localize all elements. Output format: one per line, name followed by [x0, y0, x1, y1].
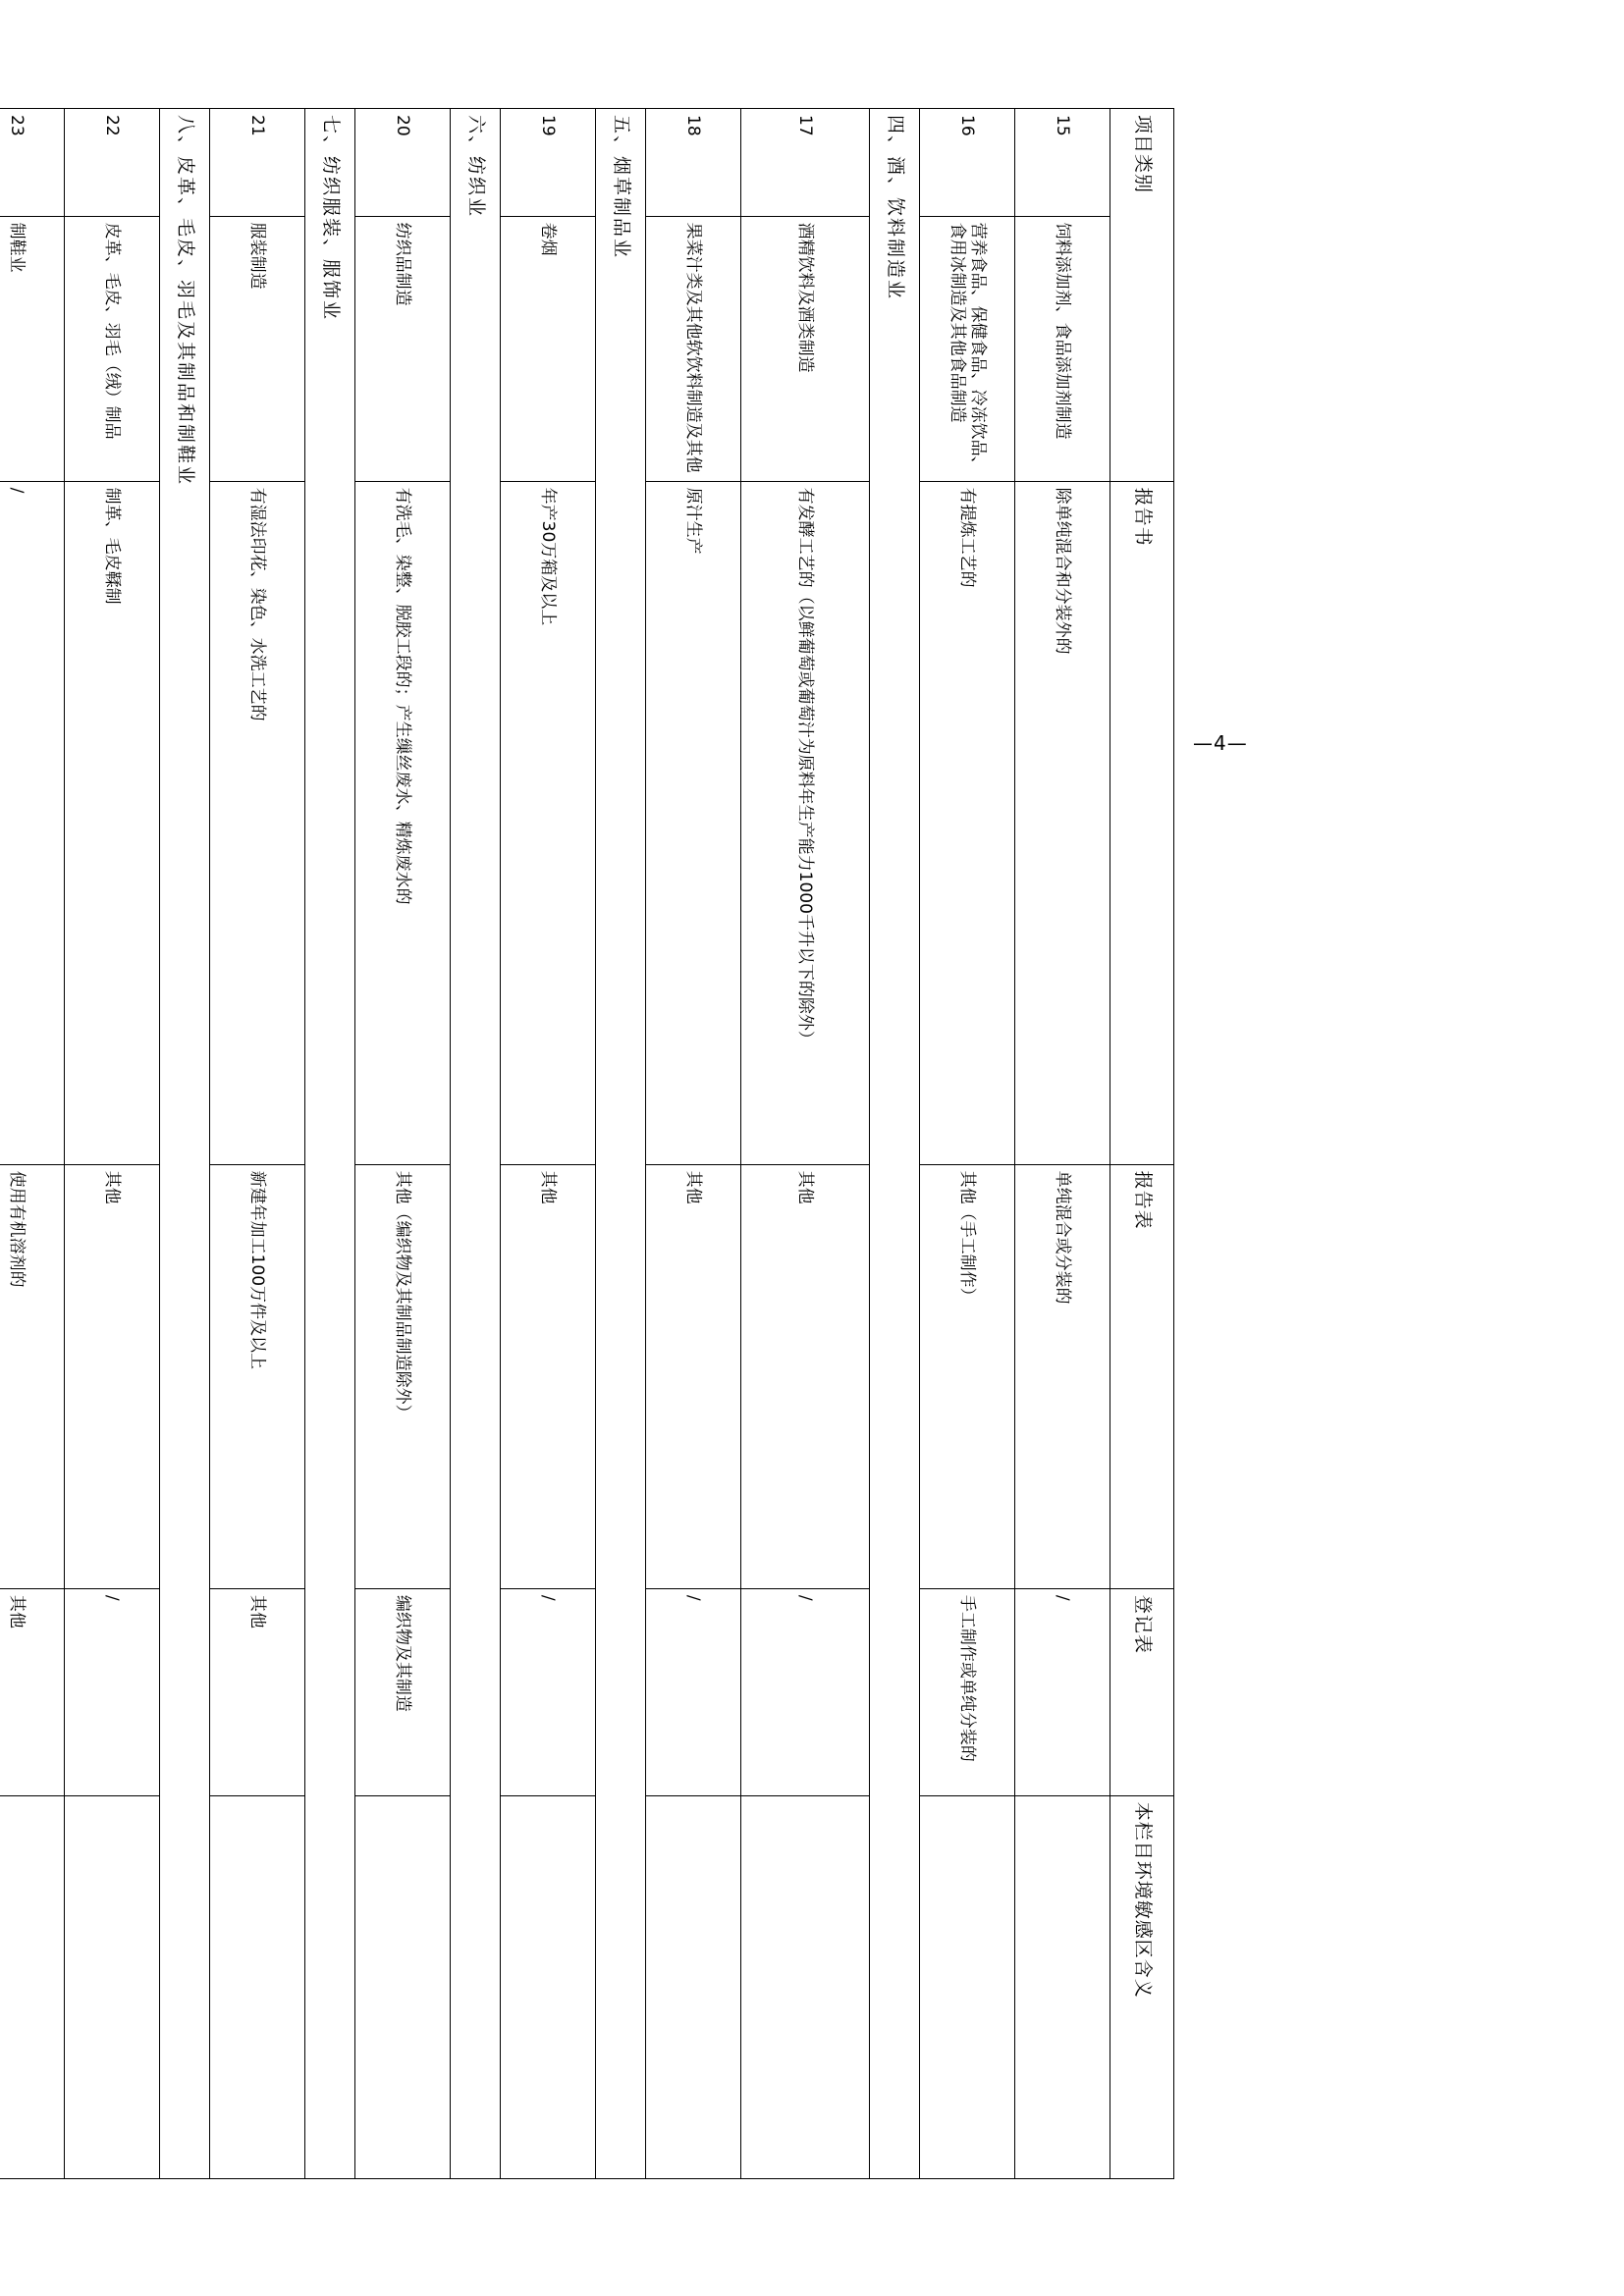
row-report-book: 有提炼工艺的: [920, 481, 1015, 1164]
table-section-row: [160, 109, 210, 2179]
row-number: 19: [501, 109, 596, 217]
row-category: 果菜汁类及其他软饮料制造及其他: [646, 216, 741, 481]
header-report-book: 报告书: [1110, 481, 1174, 1164]
row-meaning: [501, 1795, 596, 2178]
table-row: [1015, 109, 1110, 2179]
row-registration: 其他: [210, 1588, 305, 1795]
page-number: —4—: [1193, 731, 1248, 755]
row-report-book: 有洗毛、染整、脱胶工段的；产生缫丝废水、精炼废水的: [355, 481, 451, 1164]
table-header-row: [1110, 109, 1174, 2179]
row-report-book: 有湿法印花、染色、水洗工艺的: [210, 481, 305, 1164]
row-report-form: 其他: [65, 1164, 160, 1588]
table-section-row: [305, 109, 355, 2179]
row-registration: /: [501, 1588, 596, 1795]
row-registration: 编织物及其制造: [355, 1588, 451, 1795]
table-section-row: [596, 109, 646, 2179]
row-number: 20: [355, 109, 451, 217]
row-category: 饲料添加剂、食品添加剂制造: [1015, 216, 1110, 481]
table-section-row: [870, 109, 920, 2179]
table-row: [65, 109, 160, 2179]
row-category: 服装制造: [210, 216, 305, 481]
section-label: 五、烟草制品业: [596, 109, 646, 2179]
row-report-book: 制革、毛皮鞣制: [65, 481, 160, 1164]
row-meaning: [355, 1795, 451, 2178]
row-number: 23: [0, 109, 65, 217]
row-report-form: 使用有机溶剂的: [0, 1164, 65, 1588]
row-report-form: 其他: [501, 1164, 596, 1588]
row-number: 18: [646, 109, 741, 217]
row-number: 16: [920, 109, 1015, 217]
row-meaning: [1015, 1795, 1110, 2178]
row-registration: /: [741, 1588, 870, 1795]
row-number: 17: [741, 109, 870, 217]
row-registration: 手工制作或单纯分装的: [920, 1588, 1015, 1795]
row-meaning: [0, 1795, 65, 2178]
header-project-type: 项目类别: [1110, 109, 1174, 482]
row-category: 纺织品制造: [355, 216, 451, 481]
row-number: 21: [210, 109, 305, 217]
table-row: [210, 109, 305, 2179]
row-meaning: [210, 1795, 305, 2178]
row-meaning: [646, 1795, 741, 2178]
row-meaning: [65, 1795, 160, 2178]
table-row: [355, 109, 451, 2179]
row-registration: /: [65, 1588, 160, 1795]
table-section-row: [451, 109, 501, 2179]
row-meaning: [741, 1795, 870, 2178]
row-registration: /: [646, 1588, 741, 1795]
row-registration: 其他: [0, 1588, 65, 1795]
row-category: 酒精饮料及酒类制造: [741, 216, 870, 481]
header-registration: 登记表: [1110, 1588, 1174, 1795]
row-registration: /: [1015, 1588, 1110, 1795]
section-label: 七、纺织服装、服饰业: [305, 109, 355, 2179]
row-category: 卷烟: [501, 216, 596, 481]
row-category: 皮革、毛皮、羽毛（绒）制品: [65, 216, 160, 481]
table-row: [0, 109, 65, 2179]
section-label: 六、纺织业: [451, 109, 501, 2179]
row-report-form: 单纯混合或分装的: [1015, 1164, 1110, 1588]
row-report-book: /: [0, 481, 65, 1164]
table-row: [920, 109, 1015, 2179]
row-report-book: 有发酵工艺的（以鲜葡萄或葡萄汁为原料年生产能力1000千升以下的除外）: [741, 481, 870, 1164]
environmental-category-table: [0, 108, 1174, 2179]
row-report-form: 其他: [741, 1164, 870, 1588]
row-category: 制鞋业: [0, 216, 65, 481]
header-meaning: 本栏目环境敏感区含义: [1110, 1795, 1174, 2178]
row-report-book: 原汁生产: [646, 481, 741, 1164]
row-meaning: [920, 1795, 1015, 2178]
section-label: 八、皮革、毛皮、羽毛及其制品和制鞋业: [160, 109, 210, 2179]
table-row: [501, 109, 596, 2179]
row-report-form: 新建年加工100万件及以上: [210, 1164, 305, 1588]
row-number: 15: [1015, 109, 1110, 217]
row-report-book: 除单纯混合和分装外的: [1015, 481, 1110, 1164]
row-report-form: 其他（手工制作）: [920, 1164, 1015, 1588]
row-category: 营养食品、保健食品、冷冻饮品、食用冰制造及其他食品制造: [920, 216, 1015, 481]
section-label: 四、酒、饮料制造业: [870, 109, 920, 2179]
row-report-form: 其他（编织物及其制品制造除外）: [355, 1164, 451, 1588]
row-report-book: 年产30万箱及以上: [501, 481, 596, 1164]
row-number: 22: [65, 109, 160, 217]
table-row: [741, 109, 870, 2179]
row-report-form: 其他: [646, 1164, 741, 1588]
table-row: [646, 109, 741, 2179]
header-report-form: 报告表: [1110, 1164, 1174, 1588]
